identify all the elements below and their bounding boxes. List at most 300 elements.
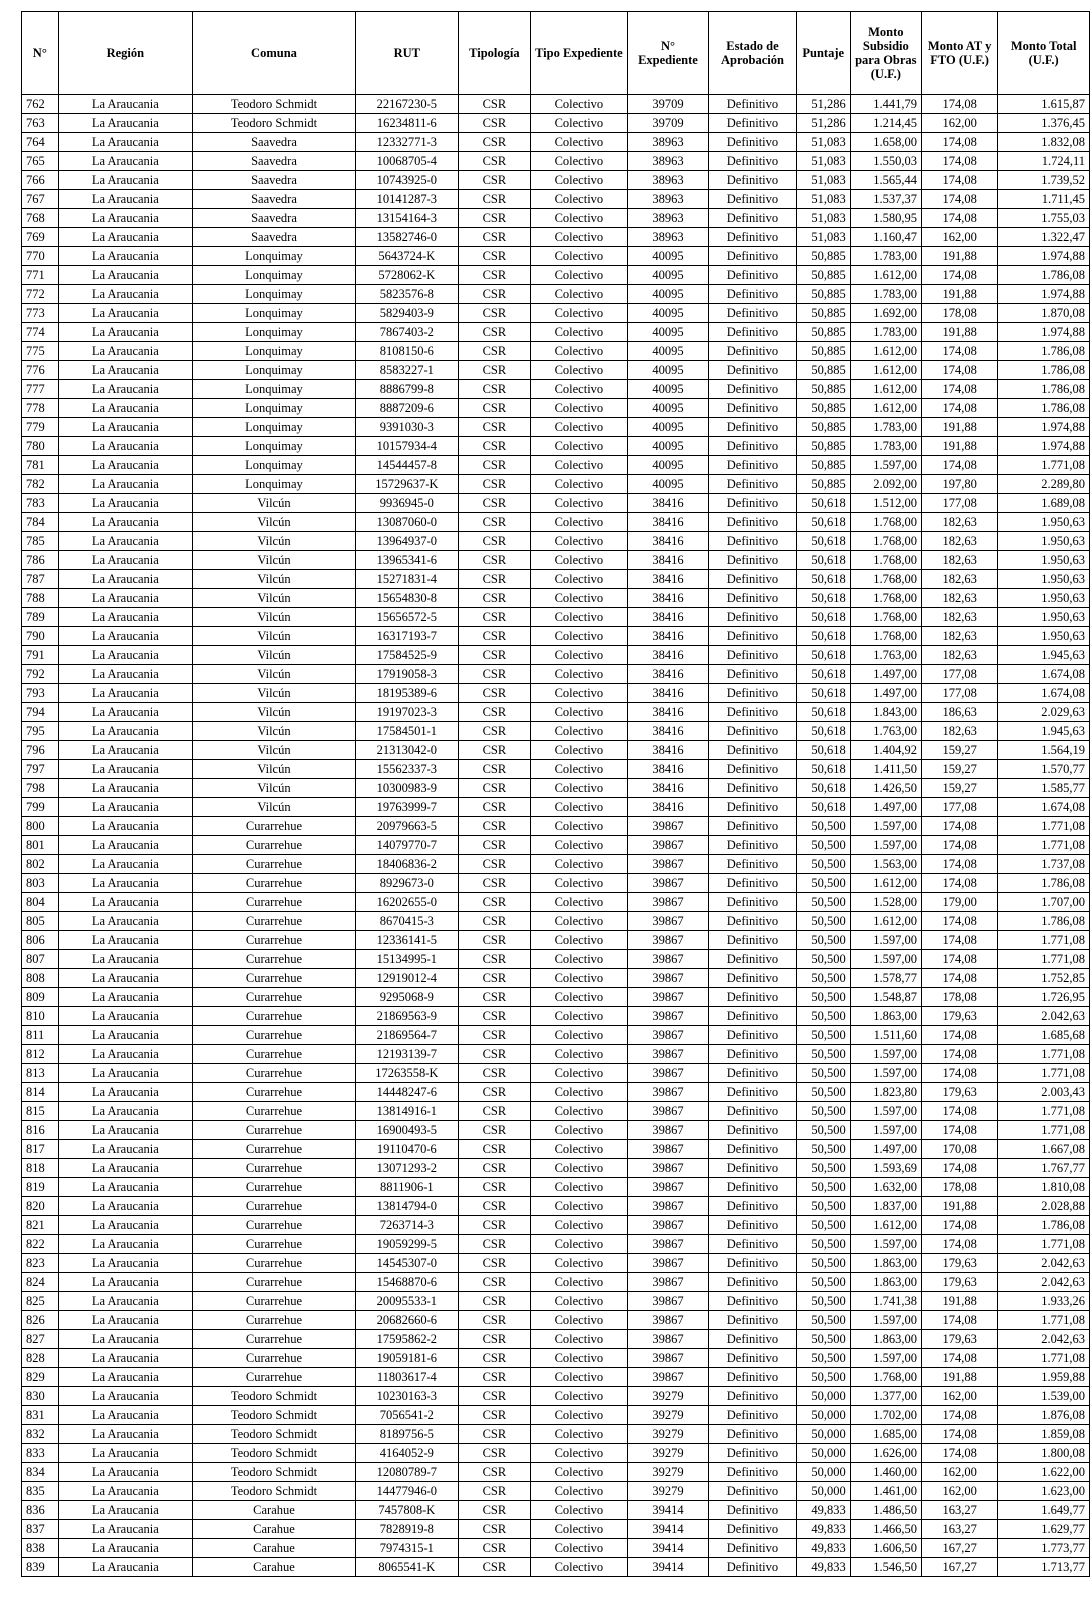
comuna-cell: Curarrehue xyxy=(193,1083,356,1102)
comuna-cell: Curarrehue xyxy=(193,836,356,855)
table-row xyxy=(22,1083,1090,1102)
puntaje-cell: 50,618 xyxy=(796,627,850,646)
numero-cell: 830 xyxy=(22,1387,59,1406)
tipo-expediente-cell: Colectivo xyxy=(531,1425,628,1444)
table-row xyxy=(22,969,1090,988)
comuna-cell: Curarrehue xyxy=(193,1197,356,1216)
monto-subsidio-cell: 1.597,00 xyxy=(850,1349,921,1368)
monto-at-fto-cell: 186,63 xyxy=(921,703,997,722)
monto-at-fto-cell: 179,63 xyxy=(921,1254,997,1273)
comuna-cell: Curarrehue xyxy=(193,1349,356,1368)
region-cell: La Araucania xyxy=(58,589,192,608)
numero-cell: 816 xyxy=(22,1121,59,1140)
numero-cell: 813 xyxy=(22,1064,59,1083)
tipologia-cell: CSR xyxy=(458,1197,530,1216)
numero-cell: 770 xyxy=(22,247,59,266)
tipo-expediente-cell: Colectivo xyxy=(531,133,628,152)
rut-cell: 8886799-8 xyxy=(355,380,458,399)
puntaje-cell: 51,286 xyxy=(796,114,850,133)
n-expediente-cell: 39867 xyxy=(627,893,708,912)
numero-cell: 829 xyxy=(22,1368,59,1387)
estado-cell: Definitivo xyxy=(709,817,797,836)
tipo-expediente-cell: Colectivo xyxy=(531,513,628,532)
region-cell: La Araucania xyxy=(58,323,192,342)
comuna-cell: Vilcún xyxy=(193,722,356,741)
puntaje-cell: 50,000 xyxy=(796,1387,850,1406)
comuna-cell: Lonquimay xyxy=(193,342,356,361)
tipo-expediente-cell: Colectivo xyxy=(531,1045,628,1064)
tipo-expediente-cell: Colectivo xyxy=(531,323,628,342)
estado-cell: Definitivo xyxy=(709,1444,797,1463)
comuna-cell: Vilcún xyxy=(193,608,356,627)
n-expediente-cell: 40095 xyxy=(627,456,708,475)
numero-cell: 774 xyxy=(22,323,59,342)
rut-cell: 7457808-K xyxy=(355,1501,458,1520)
region-cell: La Araucania xyxy=(58,1254,192,1273)
estado-cell: Definitivo xyxy=(709,1026,797,1045)
monto-at-fto-cell: 163,27 xyxy=(921,1520,997,1539)
monto-total-cell: 1.674,08 xyxy=(998,665,1090,684)
monto-total-cell: 1.773,77 xyxy=(998,1539,1090,1558)
n-expediente-cell: 38416 xyxy=(627,760,708,779)
monto-total-cell: 1.622,00 xyxy=(998,1463,1090,1482)
numero-cell: 783 xyxy=(22,494,59,513)
region-cell: La Araucania xyxy=(58,1501,192,1520)
monto-at-fto-cell: 174,08 xyxy=(921,209,997,228)
tipologia-cell: CSR xyxy=(458,228,530,247)
rut-cell: 15271831-4 xyxy=(355,570,458,589)
monto-subsidio-cell: 1.404,92 xyxy=(850,741,921,760)
monto-at-fto-cell: 182,63 xyxy=(921,627,997,646)
col-header-region: Región xyxy=(58,12,192,95)
rut-cell: 4164052-9 xyxy=(355,1444,458,1463)
tipologia-cell: CSR xyxy=(458,1121,530,1140)
region-cell: La Araucania xyxy=(58,855,192,874)
monto-subsidio-cell: 1.512,00 xyxy=(850,494,921,513)
monto-subsidio-cell: 1.783,00 xyxy=(850,285,921,304)
monto-total-cell: 1.685,68 xyxy=(998,1026,1090,1045)
tipologia-cell: CSR xyxy=(458,1558,530,1577)
numero-cell: 772 xyxy=(22,285,59,304)
puntaje-cell: 50,500 xyxy=(796,874,850,893)
monto-at-fto-cell: 174,08 xyxy=(921,342,997,361)
tipologia-cell: CSR xyxy=(458,836,530,855)
rut-cell: 12080789-7 xyxy=(355,1463,458,1482)
tipologia-cell: CSR xyxy=(458,1444,530,1463)
region-cell: La Araucania xyxy=(58,418,192,437)
comuna-cell: Curarrehue xyxy=(193,1102,356,1121)
monto-subsidio-cell: 1.783,00 xyxy=(850,323,921,342)
rut-cell: 10230163-3 xyxy=(355,1387,458,1406)
tipo-expediente-cell: Colectivo xyxy=(531,722,628,741)
n-expediente-cell: 38416 xyxy=(627,513,708,532)
rut-cell: 18195389-6 xyxy=(355,684,458,703)
monto-total-cell: 1.689,08 xyxy=(998,494,1090,513)
tipologia-cell: CSR xyxy=(458,1254,530,1273)
monto-total-cell: 1.755,03 xyxy=(998,209,1090,228)
tipologia-cell: CSR xyxy=(458,950,530,969)
monto-at-fto-cell: 159,27 xyxy=(921,760,997,779)
monto-at-fto-cell: 177,08 xyxy=(921,684,997,703)
monto-at-fto-cell: 174,08 xyxy=(921,1064,997,1083)
comuna-cell: Saavedra xyxy=(193,190,356,209)
tipo-expediente-cell: Colectivo xyxy=(531,855,628,874)
tipo-expediente-cell: Colectivo xyxy=(531,380,628,399)
puntaje-cell: 50,618 xyxy=(796,608,850,627)
monto-at-fto-cell: 174,08 xyxy=(921,133,997,152)
monto-subsidio-cell: 1.580,95 xyxy=(850,209,921,228)
tipo-expediente-cell: Colectivo xyxy=(531,684,628,703)
table-row xyxy=(22,1387,1090,1406)
region-cell: La Araucania xyxy=(58,1368,192,1387)
comuna-cell: Vilcún xyxy=(193,494,356,513)
tipologia-cell: CSR xyxy=(458,133,530,152)
region-cell: La Araucania xyxy=(58,1273,192,1292)
numero-cell: 793 xyxy=(22,684,59,703)
rut-cell: 14544457-8 xyxy=(355,456,458,475)
numero-cell: 791 xyxy=(22,646,59,665)
numero-cell: 784 xyxy=(22,513,59,532)
estado-cell: Definitivo xyxy=(709,494,797,513)
comuna-cell: Curarrehue xyxy=(193,1178,356,1197)
numero-cell: 811 xyxy=(22,1026,59,1045)
tipologia-cell: CSR xyxy=(458,1178,530,1197)
comuna-cell: Curarrehue xyxy=(193,817,356,836)
puntaje-cell: 50,885 xyxy=(796,247,850,266)
monto-at-fto-cell: 162,00 xyxy=(921,228,997,247)
monto-at-fto-cell: 191,88 xyxy=(921,437,997,456)
monto-at-fto-cell: 174,08 xyxy=(921,817,997,836)
n-expediente-cell: 39867 xyxy=(627,1254,708,1273)
monto-at-fto-cell: 179,63 xyxy=(921,1083,997,1102)
tipologia-cell: CSR xyxy=(458,874,530,893)
tipo-expediente-cell: Colectivo xyxy=(531,1520,628,1539)
puntaje-cell: 51,083 xyxy=(796,209,850,228)
monto-total-cell: 1.950,63 xyxy=(998,513,1090,532)
monto-at-fto-cell: 174,08 xyxy=(921,969,997,988)
n-expediente-cell: 38416 xyxy=(627,551,708,570)
tipo-expediente-cell: Colectivo xyxy=(531,437,628,456)
numero-cell: 819 xyxy=(22,1178,59,1197)
monto-at-fto-cell: 174,08 xyxy=(921,1444,997,1463)
n-expediente-cell: 39279 xyxy=(627,1406,708,1425)
estado-cell: Definitivo xyxy=(709,570,797,589)
rut-cell: 13814794-0 xyxy=(355,1197,458,1216)
monto-total-cell: 1.771,08 xyxy=(998,817,1090,836)
estado-cell: Definitivo xyxy=(709,380,797,399)
numero-cell: 818 xyxy=(22,1159,59,1178)
tipo-expediente-cell: Colectivo xyxy=(531,1064,628,1083)
puntaje-cell: 50,618 xyxy=(796,779,850,798)
n-expediente-cell: 39867 xyxy=(627,1311,708,1330)
tipologia-cell: CSR xyxy=(458,418,530,437)
estado-cell: Definitivo xyxy=(709,1235,797,1254)
puntaje-cell: 50,500 xyxy=(796,1254,850,1273)
tipo-expediente-cell: Colectivo xyxy=(531,456,628,475)
region-cell: La Araucania xyxy=(58,1292,192,1311)
monto-total-cell: 1.950,63 xyxy=(998,627,1090,646)
tipologia-cell: CSR xyxy=(458,1159,530,1178)
rut-cell: 19110470-6 xyxy=(355,1140,458,1159)
puntaje-cell: 50,618 xyxy=(796,570,850,589)
tipologia-cell: CSR xyxy=(458,1501,530,1520)
monto-subsidio-cell: 1.497,00 xyxy=(850,798,921,817)
n-expediente-cell: 38416 xyxy=(627,798,708,817)
monto-total-cell: 1.771,08 xyxy=(998,836,1090,855)
numero-cell: 836 xyxy=(22,1501,59,1520)
monto-at-fto-cell: 178,08 xyxy=(921,988,997,1007)
monto-subsidio-cell: 1.565,44 xyxy=(850,171,921,190)
table-row xyxy=(22,855,1090,874)
monto-total-cell: 1.933,26 xyxy=(998,1292,1090,1311)
table-row xyxy=(22,171,1090,190)
n-expediente-cell: 38416 xyxy=(627,741,708,760)
numero-cell: 831 xyxy=(22,1406,59,1425)
monto-total-cell: 1.771,08 xyxy=(998,1235,1090,1254)
numero-cell: 810 xyxy=(22,1007,59,1026)
tipo-expediente-cell: Colectivo xyxy=(531,1330,628,1349)
region-cell: La Araucania xyxy=(58,475,192,494)
rut-cell: 16234811-6 xyxy=(355,114,458,133)
comuna-cell: Curarrehue xyxy=(193,874,356,893)
tipologia-cell: CSR xyxy=(458,1387,530,1406)
monto-subsidio-cell: 1.597,00 xyxy=(850,817,921,836)
comuna-cell: Vilcún xyxy=(193,684,356,703)
estado-cell: Definitivo xyxy=(709,646,797,665)
monto-total-cell: 1.623,00 xyxy=(998,1482,1090,1501)
puntaje-cell: 50,500 xyxy=(796,1216,850,1235)
rut-cell: 7263714-3 xyxy=(355,1216,458,1235)
monto-total-cell: 1.771,08 xyxy=(998,456,1090,475)
monto-at-fto-cell: 174,08 xyxy=(921,95,997,114)
monto-total-cell: 1.726,95 xyxy=(998,988,1090,1007)
monto-total-cell: 1.950,63 xyxy=(998,608,1090,627)
numero-cell: 787 xyxy=(22,570,59,589)
region-cell: La Araucania xyxy=(58,361,192,380)
estado-cell: Definitivo xyxy=(709,1520,797,1539)
table-row xyxy=(22,532,1090,551)
tipo-expediente-cell: Colectivo xyxy=(531,741,628,760)
monto-subsidio-cell: 1.606,50 xyxy=(850,1539,921,1558)
region-cell: La Araucania xyxy=(58,1083,192,1102)
table-row xyxy=(22,1292,1090,1311)
estado-cell: Definitivo xyxy=(709,684,797,703)
puntaje-cell: 50,500 xyxy=(796,1064,850,1083)
puntaje-cell: 50,618 xyxy=(796,665,850,684)
rut-cell: 17584525-9 xyxy=(355,646,458,665)
table-row xyxy=(22,456,1090,475)
puntaje-cell: 49,833 xyxy=(796,1539,850,1558)
puntaje-cell: 49,833 xyxy=(796,1501,850,1520)
monto-total-cell: 1.786,08 xyxy=(998,912,1090,931)
rut-cell: 16202655-0 xyxy=(355,893,458,912)
tipologia-cell: CSR xyxy=(458,798,530,817)
rut-cell: 12336141-5 xyxy=(355,931,458,950)
tipo-expediente-cell: Colectivo xyxy=(531,608,628,627)
comuna-cell: Vilcún xyxy=(193,665,356,684)
rut-cell: 12919012-4 xyxy=(355,969,458,988)
region-cell: La Araucania xyxy=(58,266,192,285)
numero-cell: 796 xyxy=(22,741,59,760)
numero-cell: 789 xyxy=(22,608,59,627)
table-row xyxy=(22,1539,1090,1558)
rut-cell: 10300983-9 xyxy=(355,779,458,798)
table-row xyxy=(22,95,1090,114)
comuna-cell: Curarrehue xyxy=(193,1045,356,1064)
rut-cell: 16317193-7 xyxy=(355,627,458,646)
tipo-expediente-cell: Colectivo xyxy=(531,912,628,931)
rut-cell: 14448247-6 xyxy=(355,1083,458,1102)
numero-cell: 837 xyxy=(22,1520,59,1539)
puntaje-cell: 50,500 xyxy=(796,931,850,950)
monto-at-fto-cell: 191,88 xyxy=(921,1197,997,1216)
rut-cell: 10141287-3 xyxy=(355,190,458,209)
numero-cell: 808 xyxy=(22,969,59,988)
region-cell: La Araucania xyxy=(58,969,192,988)
puntaje-cell: 50,000 xyxy=(796,1463,850,1482)
estado-cell: Definitivo xyxy=(709,1349,797,1368)
tipologia-cell: CSR xyxy=(458,1311,530,1330)
estado-cell: Definitivo xyxy=(709,855,797,874)
region-cell: La Araucania xyxy=(58,1197,192,1216)
table-row xyxy=(22,209,1090,228)
comuna-cell: Vilcún xyxy=(193,703,356,722)
tipo-expediente-cell: Colectivo xyxy=(531,1349,628,1368)
comuna-cell: Carahue xyxy=(193,1539,356,1558)
table-row xyxy=(22,684,1090,703)
comuna-cell: Curarrehue xyxy=(193,912,356,931)
tipo-expediente-cell: Colectivo xyxy=(531,798,628,817)
table-row xyxy=(22,1330,1090,1349)
region-cell: La Araucania xyxy=(58,399,192,418)
estado-cell: Definitivo xyxy=(709,1558,797,1577)
rut-cell: 13582746-0 xyxy=(355,228,458,247)
n-expediente-cell: 39867 xyxy=(627,874,708,893)
region-cell: La Araucania xyxy=(58,665,192,684)
region-cell: La Araucania xyxy=(58,1045,192,1064)
estado-cell: Definitivo xyxy=(709,1064,797,1083)
table-row xyxy=(22,475,1090,494)
monto-subsidio-cell: 1.426,50 xyxy=(850,779,921,798)
table-row xyxy=(22,874,1090,893)
monto-at-fto-cell: 163,27 xyxy=(921,1501,997,1520)
table-row xyxy=(22,1216,1090,1235)
tipologia-cell: CSR xyxy=(458,361,530,380)
tipo-expediente-cell: Colectivo xyxy=(531,1406,628,1425)
monto-at-fto-cell: 178,08 xyxy=(921,304,997,323)
tipo-expediente-cell: Colectivo xyxy=(531,589,628,608)
table-row xyxy=(22,817,1090,836)
tipologia-cell: CSR xyxy=(458,323,530,342)
monto-total-cell: 1.771,08 xyxy=(998,1045,1090,1064)
puntaje-cell: 51,083 xyxy=(796,133,850,152)
monto-total-cell: 1.786,08 xyxy=(998,874,1090,893)
comuna-cell: Vilcún xyxy=(193,760,356,779)
estado-cell: Definitivo xyxy=(709,1045,797,1064)
region-cell: La Araucania xyxy=(58,798,192,817)
numero-cell: 801 xyxy=(22,836,59,855)
tipologia-cell: CSR xyxy=(458,684,530,703)
comuna-cell: Saavedra xyxy=(193,209,356,228)
tipo-expediente-cell: Colectivo xyxy=(531,95,628,114)
region-cell: La Araucania xyxy=(58,513,192,532)
tipo-expediente-cell: Colectivo xyxy=(531,1444,628,1463)
region-cell: La Araucania xyxy=(58,1102,192,1121)
puntaje-cell: 50,500 xyxy=(796,1121,850,1140)
numero-cell: 798 xyxy=(22,779,59,798)
tipologia-cell: CSR xyxy=(458,1064,530,1083)
monto-at-fto-cell: 182,63 xyxy=(921,551,997,570)
n-expediente-cell: 39867 xyxy=(627,1140,708,1159)
tipo-expediente-cell: Colectivo xyxy=(531,627,628,646)
monto-total-cell: 1.786,08 xyxy=(998,266,1090,285)
numero-cell: 788 xyxy=(22,589,59,608)
estado-cell: Definitivo xyxy=(709,1197,797,1216)
comuna-cell: Teodoro Schmidt xyxy=(193,1406,356,1425)
monto-subsidio-cell: 1.597,00 xyxy=(850,456,921,475)
table-row xyxy=(22,1482,1090,1501)
tipologia-cell: CSR xyxy=(458,760,530,779)
monto-total-cell: 1.674,08 xyxy=(998,684,1090,703)
rut-cell: 8065541-K xyxy=(355,1558,458,1577)
comuna-cell: Teodoro Schmidt xyxy=(193,1387,356,1406)
comuna-cell: Saavedra xyxy=(193,171,356,190)
table-row xyxy=(22,1558,1090,1577)
n-expediente-cell: 39867 xyxy=(627,1121,708,1140)
estado-cell: Definitivo xyxy=(709,285,797,304)
region-cell: La Araucania xyxy=(58,1463,192,1482)
numero-cell: 817 xyxy=(22,1140,59,1159)
n-expediente-cell: 40095 xyxy=(627,266,708,285)
comuna-cell: Vilcún xyxy=(193,551,356,570)
puntaje-cell: 50,500 xyxy=(796,1102,850,1121)
monto-total-cell: 1.771,08 xyxy=(998,1102,1090,1121)
header-row xyxy=(22,12,1090,95)
estado-cell: Definitivo xyxy=(709,836,797,855)
table-row xyxy=(22,836,1090,855)
puntaje-cell: 50,500 xyxy=(796,988,850,1007)
monto-subsidio-cell: 1.768,00 xyxy=(850,570,921,589)
monto-subsidio-cell: 1.597,00 xyxy=(850,1235,921,1254)
comuna-cell: Curarrehue xyxy=(193,1140,356,1159)
rut-cell: 12332771-3 xyxy=(355,133,458,152)
estado-cell: Definitivo xyxy=(709,741,797,760)
monto-subsidio-cell: 1.612,00 xyxy=(850,399,921,418)
region-cell: La Araucania xyxy=(58,380,192,399)
comuna-cell: Curarrehue xyxy=(193,893,356,912)
n-expediente-cell: 39867 xyxy=(627,969,708,988)
tipologia-cell: CSR xyxy=(458,551,530,570)
monto-total-cell: 1.950,63 xyxy=(998,551,1090,570)
monto-at-fto-cell: 174,08 xyxy=(921,1235,997,1254)
numero-cell: 790 xyxy=(22,627,59,646)
numero-cell: 792 xyxy=(22,665,59,684)
tipo-expediente-cell: Colectivo xyxy=(531,190,628,209)
estado-cell: Definitivo xyxy=(709,1083,797,1102)
estado-cell: Definitivo xyxy=(709,114,797,133)
tipo-expediente-cell: Colectivo xyxy=(531,950,628,969)
n-expediente-cell: 40095 xyxy=(627,475,708,494)
tipologia-cell: CSR xyxy=(458,1007,530,1026)
table-row xyxy=(22,931,1090,950)
n-expediente-cell: 39867 xyxy=(627,912,708,931)
tipologia-cell: CSR xyxy=(458,380,530,399)
puntaje-cell: 50,000 xyxy=(796,1425,850,1444)
table-row xyxy=(22,1254,1090,1273)
numero-cell: 767 xyxy=(22,190,59,209)
numero-cell: 815 xyxy=(22,1102,59,1121)
n-expediente-cell: 39867 xyxy=(627,1330,708,1349)
